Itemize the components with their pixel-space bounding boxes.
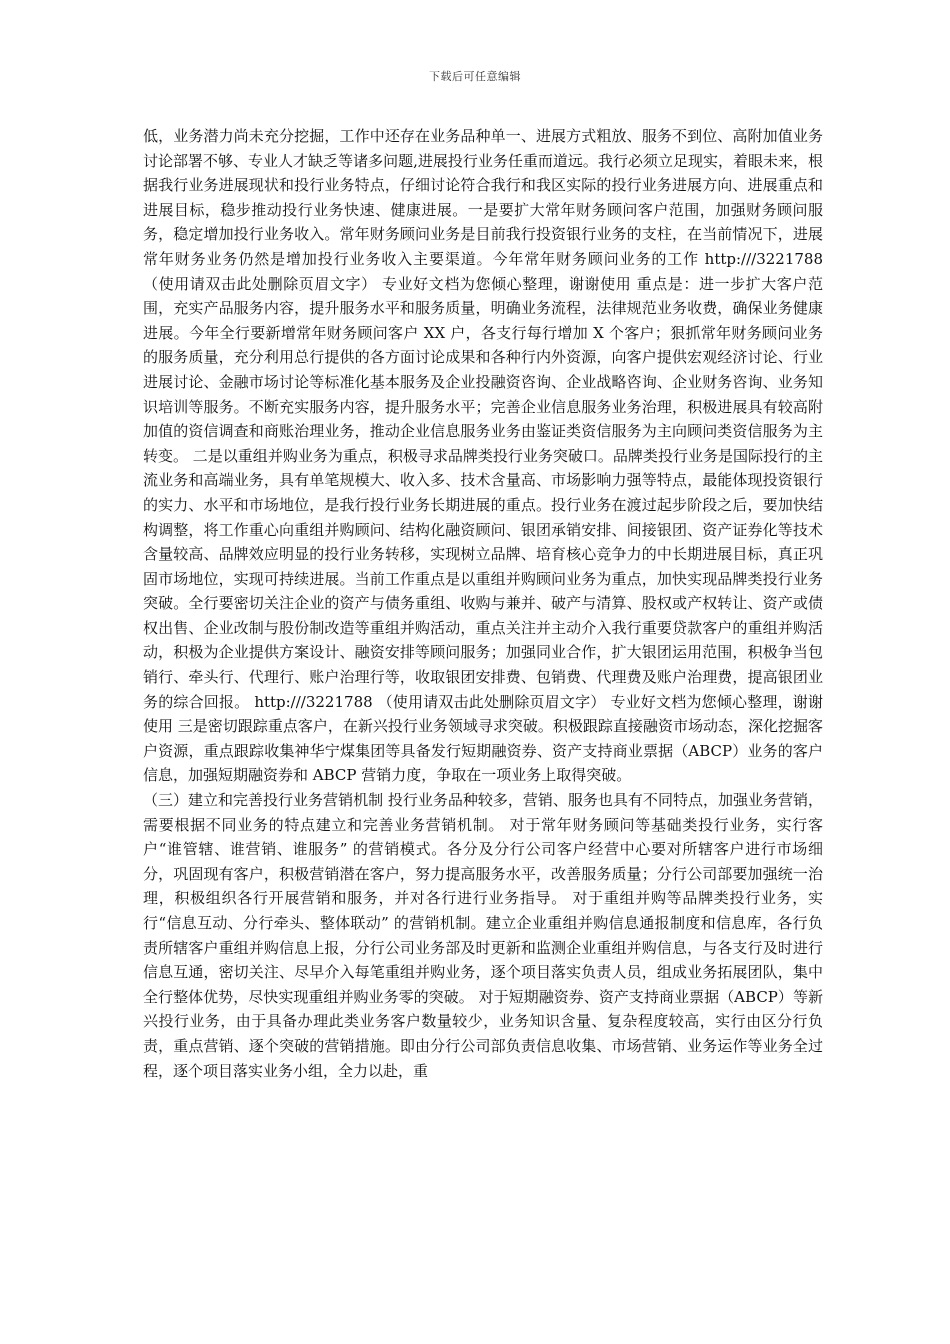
paragraph-1: 低，业务潜力尚未充分挖掘，工作中还存在业务品种单一、进展方式粗放、服务不到位、高附加值业务讨论部署不够、专业人才缺乏等诸多问题,进展投行业务任重而道远。我行必须立足现实，着眼未来，根据我行业务进展现状和投行业务特点，仔细讨论符合我行和我区实际的投行业务进展方向、进展重点和进展目标，稳步推动投行业务快速、健康进展。一是要扩大常年财务顾问客户范围，加强财务顾问服务，稳定增加投行业务收入。常年财务顾问业务是目前我行投资银行业务的支柱，在当前情况下，进展常年财务业务仍然是增加投行业务收入主要渠道。今年常年财务顾问业务的工作 http:///3221788 （使用请双击此处删除页眉文字） 专业好文档为您倾心整理，谢谢使用 重点是：进一步扩大客户范围，充实产品服务内容，提升服务水平和服务质量，明确业务流程，法律规范业务收费，确保业务健康进展。今年全行要新增常年财务顾问客户 XX 户，各支行每行增加 X 个客户；狠抓常年财务顾问业务的服务质量，充分利用总行提供的各方面讨论成果和各种行内外资源，向客户提供宏观经济讨论、行业进展讨论、金融市场讨论等标准化基本服务及企业投融资咨询、企业战略咨询、企业财务咨询、业务知识培训等服务。不断充实服务内容，提升服务水平；完善企业信息服务业务治理，积极进展具有较高附加值的资信调查和商账治理业务，推动企业信息服务业务由鉴证类资信服务为主向顾问类资信服务为主转变。 二是以重组并购业务为重点，积极寻求品牌类投行业务突破口。品牌类投行业务是国际投行的主流业务和高端业务，具有单笔规模大、收入多、技术含量高、市场影响力强等特点，最能体现投资银行的实力、水平和市场地位，是我行投行业务长期进展的重点。投行业务在渡过起步阶段之后，要加快结构调整，将工作重心向重组并购顾问、结构化融资顾问、银团承销安排、间接银团、资产证券化等技术含量较高、品牌效应明显的投行业务转移，实现树立品牌、培育核心竞争力的中长期进展目标，真正巩固市场地位，实现可持续进展。当前工作重点是以重组并购顾问业务为重点，加快实现品牌类投行业务突破。全行要密切关注企业的资产与债务重组、收购与兼并、破产与清算、股权或产权转让、资产或债权出售、企业改制与股份制改造等重组并购活动，重点关注并主动介入我行重要贷款客户的重组并购活动，积极为企业提供方案设计、融资安排等顾问服务；加强同业合作，扩大银团运用范围，积极争当包销行、牵头行、代理行、账户治理行等，收取银团安排费、包销费、代理费及账户治理费，提高银团业务的综合回报。 http:///3221788 （使用请双击此处删除页眉文字） 专业好文档为您倾心整理，谢谢使用 三是密切跟踪重点客户，在新兴投行业务领域寻求突破。积极跟踪直接融资市场动态，深化挖掘客户资源，重点跟踪收集神华宁煤集团等具备发行短期融资券、资产支持商业票据（ABCP）业务的客户信息，加强短期融资券和 ABCP 营销力度，争取在一项业务上取得突破。 <box>143 127 823 785</box>
body-text <box>143 124 823 1083</box>
paragraph-2: （三）建立和完善投行业务营销机制 投行业务品种较多，营销、服务也具有不同特点，加强业务营销，需要根据不同业务的特点建立和完善业务营销机制。 对于常年财务顾问等基础类投行业务，实行客户“谁管辖、谁营销、谁服务” 的营销模式。各分及分行公司客户经营中心要对所辖客户进行市场细分，巩固现有客户，积极营销潜在客户，努力提高服务水平，改善服务质量；分行公司部要加强统一治理，积极组织各行开展营销和服务，并对各行进行业务指导。 对于重组并购等品牌类投行业务，实行“信息互动、分行牵头、整体联动” 的营销机制。建立企业重组并购信息通报制度和信息库，各行负责所辖客户重组并购信息上报，分行公司业务部及时更新和监测企业重组并购信息，与各支行及时进行信息互通，密切关注、尽早介入每笔重组并购业务，逐个项目落实负责人员，组成业务拓展团队，集中全行整体优势，尽快实现重组并购业务零的突破。 对于短期融资券、资产支持商业票据（ABCP）等新兴投行业务，由于具备办理此类业务客户数量较少，业务知识含量、复杂程度较高，实行由区分行负责，重点营销、逐个突破的营销措施。即由分行公司部负责信息收集、市场营销、业务运作等业务全过程，逐个项目落实业务小组，全力以赴，重 <box>143 791 823 1080</box>
page-header: 下载后可任意编辑 <box>429 70 521 83</box>
